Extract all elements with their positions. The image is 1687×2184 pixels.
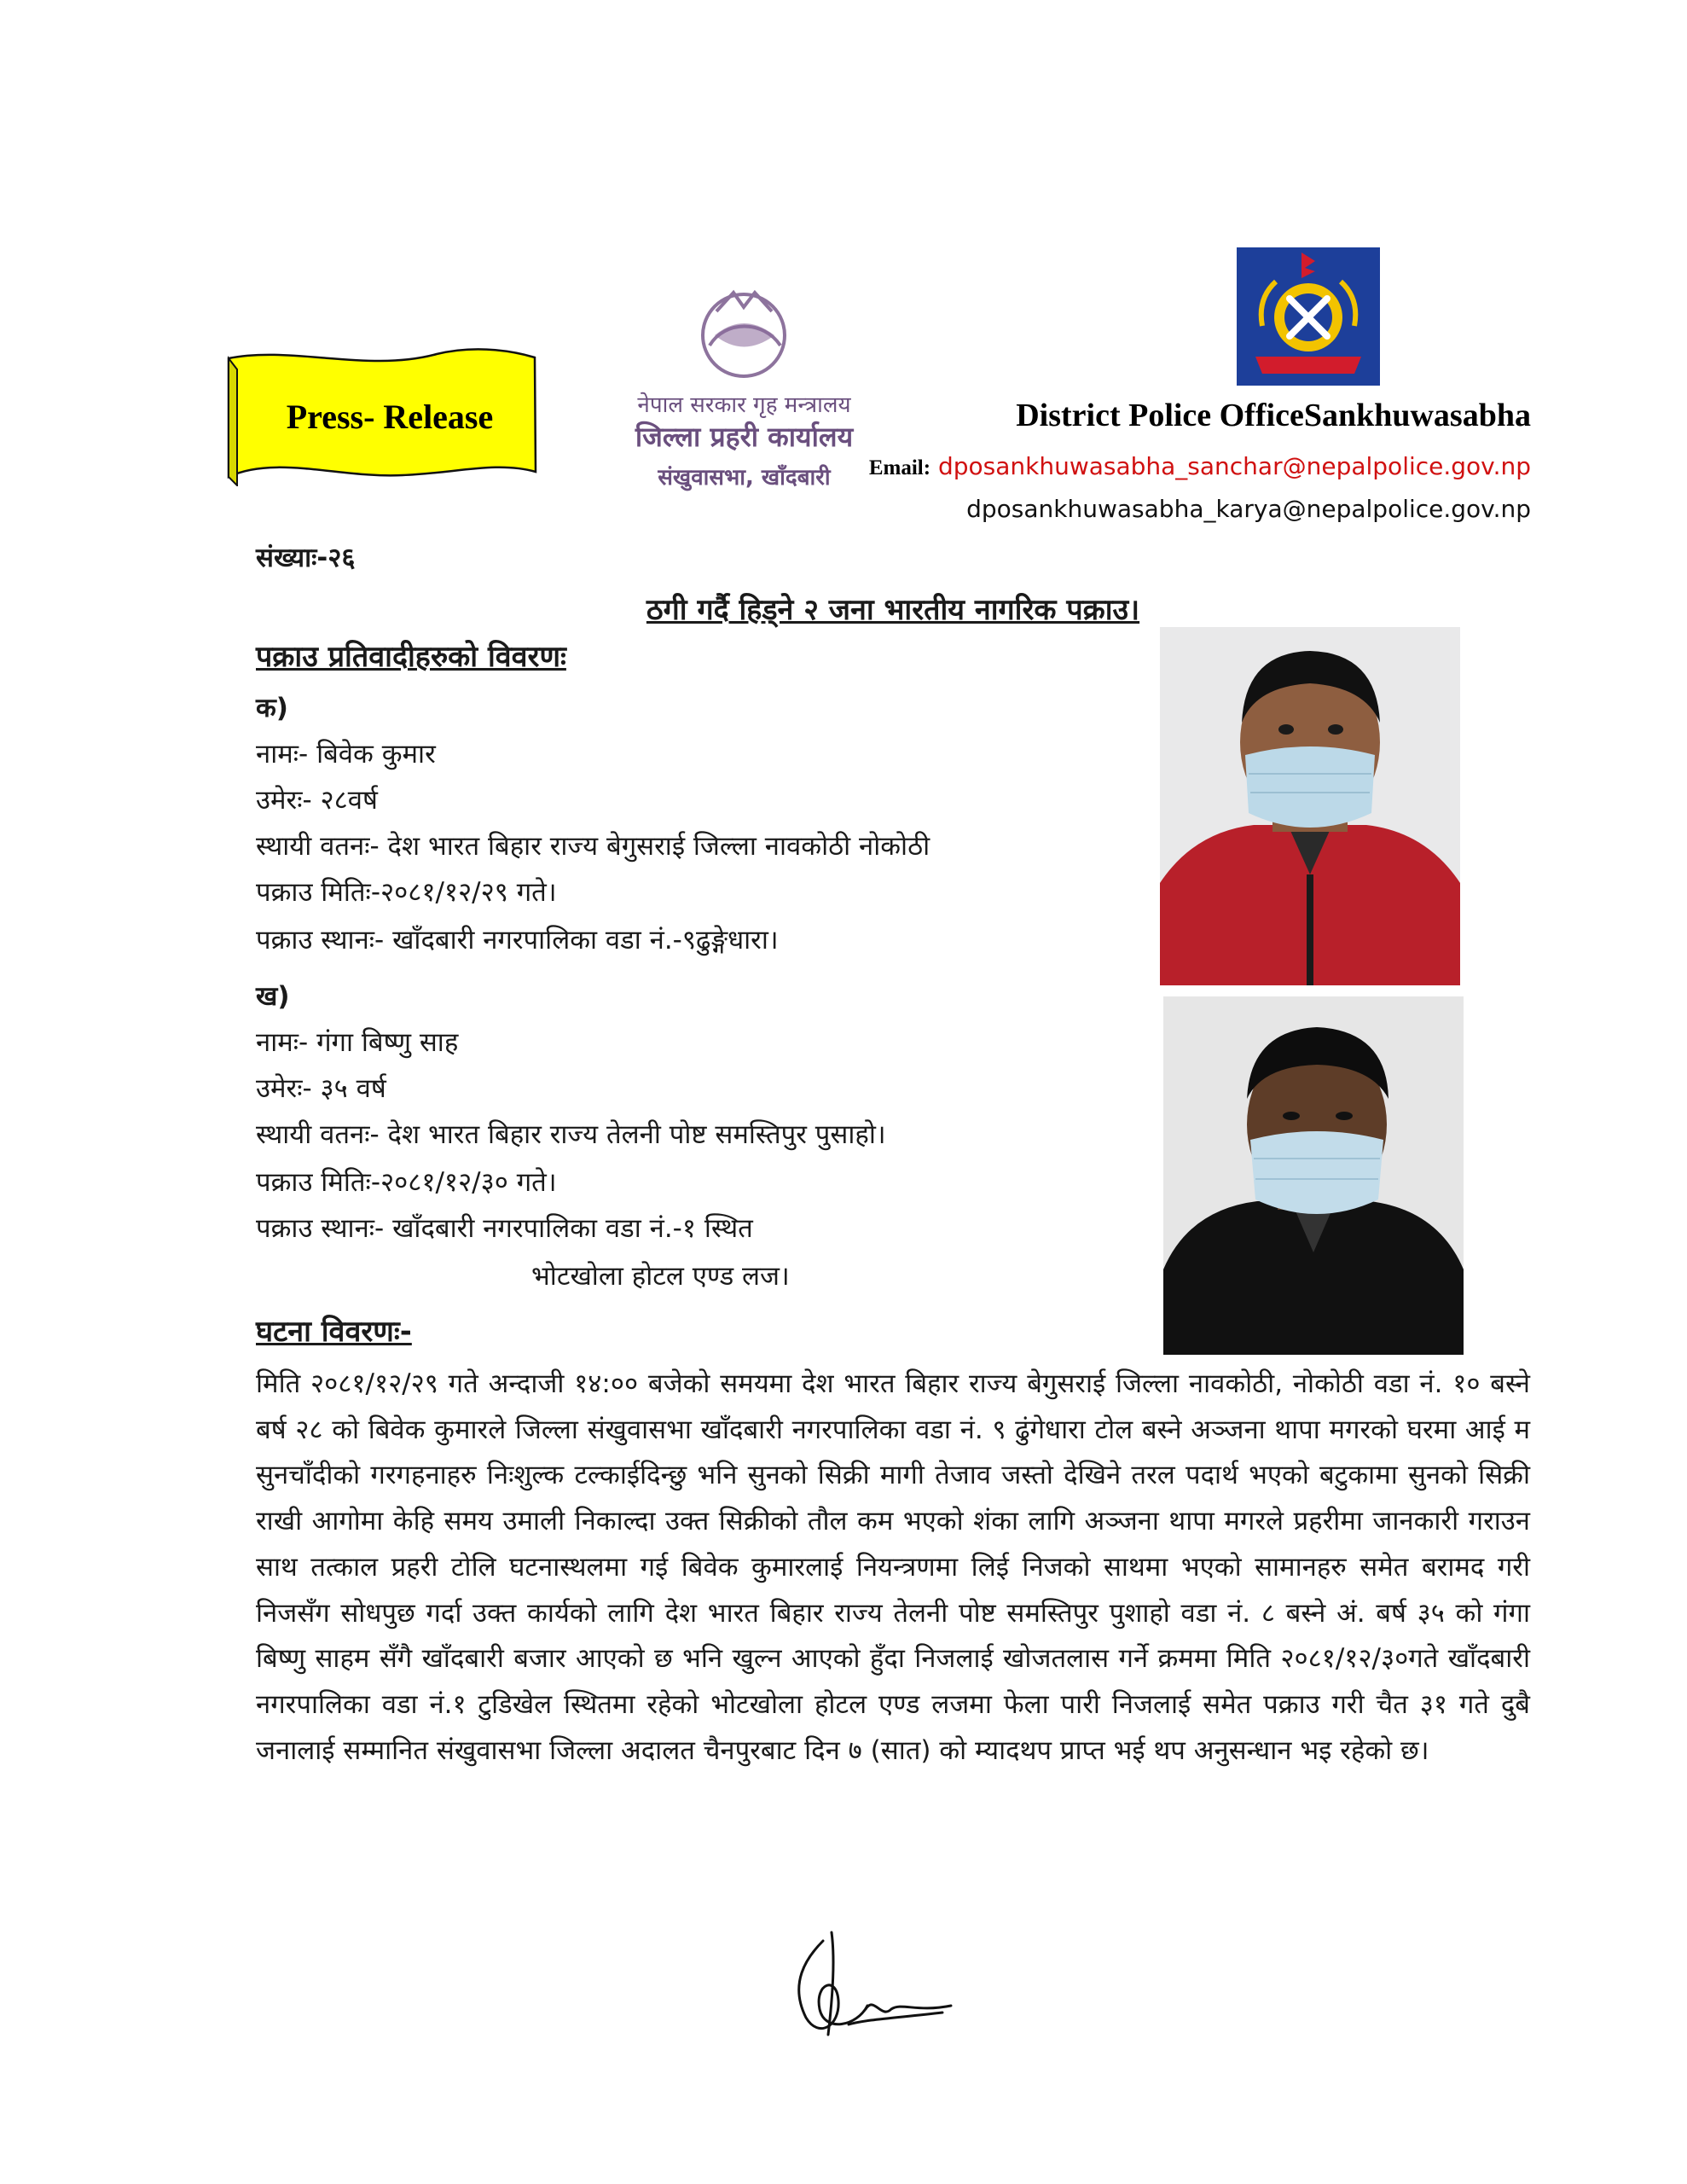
accused-2-address: स्थायी वतनः- देश भारत बिहार राज्य तेलनी पोष्ट समस्तिपुर पुसाहो। bbox=[256, 1119, 886, 1150]
accused-2-age: उमेरः- ३५ वर्ष bbox=[256, 1073, 386, 1104]
email-primary-link[interactable]: dposankhuwasabha_sanchar@nepalpolice.gov.np bbox=[937, 452, 1531, 480]
signature bbox=[772, 1924, 959, 2052]
seal-line-3: संखुवासभा, खाँदबारी bbox=[658, 465, 831, 491]
accused-2-arrest-date: पक्राउ मितिः-२०८१/१२/३० गते। bbox=[256, 1167, 557, 1198]
email-secondary-link[interactable]: dposankhuwasabha_karya@nepalpolice.gov.np bbox=[966, 495, 1531, 523]
accused-2-photo bbox=[1163, 996, 1464, 1355]
press-release-label: Press- Release bbox=[286, 398, 494, 436]
accused-1-arrest-date: पक्राउ मितिः-२०८१/१२/२९ गते। bbox=[256, 877, 557, 908]
accused-2-arrest-place-cont: भोटखोला होटल एण्ड लज। bbox=[531, 1261, 790, 1292]
incident-heading: घटना विवरणः- bbox=[256, 1315, 412, 1349]
seal-line-1: नेपाल सरकार गृह मन्त्रालय bbox=[637, 392, 851, 418]
accused-2-arrest-place: पक्राउ स्थानः- खाँदबारी नगरपालिका वडा नं.-१ स्थित bbox=[256, 1213, 753, 1244]
office-name: District Police OfficeSankhuwasabha bbox=[1016, 398, 1531, 433]
accused-2-name: नामः- गंगा बिष्णु साह bbox=[256, 1027, 459, 1058]
nepal-police-emblem-icon bbox=[1237, 247, 1380, 386]
headline: ठगी गर्दै हिड्ने २ जना भारतीय नागरिक पक्राउ। bbox=[646, 593, 1140, 627]
email-line bbox=[836, 452, 1531, 480]
seal-line-2: जिल्ला प्रहरी कार्यालय bbox=[635, 421, 854, 453]
accused-heading: पक्राउ प्रतिवादीहरुको विवरणः bbox=[256, 640, 566, 674]
press-release-banner bbox=[223, 346, 541, 486]
accused-1-address: स्थायी वतनः- देश भारत बिहार राज्य बेगुसराई जिल्ला नावकोठी नोकोठी bbox=[256, 831, 930, 862]
accused-1-label: क) bbox=[256, 693, 288, 723]
accused-1-name: नामः- बिवेक कुमार bbox=[256, 739, 436, 770]
accused-1-age: उमेरः- २८वर्ष bbox=[256, 785, 378, 816]
incident-narrative: मिति २०८१/१२/२९ गते अन्दाजी १४:०० बजेको समयमा देश भारत बिहार राज्य बेगुसराई जिल्ला नावकोठी, नोकोठी वडा नं. १० बस्ने बर्ष २८ को बिवेक कुमारले जिल्ला संखुवासभा खाँदबारी नगरपालिका वडा नं. ९ ढुंगेधारा टोल बस्ने अञ्जना थापा मगरको घरमा आई म सुनचाँदीको गरगहनाहरु निःशुल्क टल्काईदिन्छु भनि सुनको सिक्री मागी तेजाव जस्तो देखिने तरल पदार्थ भएको बटुकामा सुनको सिक्री राखी आगोमा केहि समय उमाली निकाल्दा उक्त सिक्रीको तौल कम भएको शंका लागि अञ्जना थापा मगरले प्रहरीमा जानकारी गराउन साथ तत्काल प्रहरी टोलि घटनास्थलमा गई बिवेक कुमारलाई नियन्त्रणमा लिई निजको साथमा भएको सामानहरु समेत बरामद गरी निजसँग सोधपुछ गर्दा उक्त कार्यको लागि देश भारत बिहार राज्य तेलनी पोष्ट समस्तिपुर पुशाहो वडा नं. ८ बस्ने अं. बर्ष ३५ को गंगा बिष्णु साहम सँगै खाँदबारी बजार आएको छ भनि खुल्न आएको हुँदा निजलाई खोजतलास गर्ने क्रममा मिति २०८१/१२/३०गते खाँदबारी नगरपालिका वडा नं.१ टुडिखेल स्थितमा रहेको भोटखोला होटल एण्ड लजमा फेला पारी निजलाई समेत पक्राउ गरी चैत ३१ गते दुबै जनालाई सम्मानित संखुवासभा जिल्ला अदालत चैनपुरबाट दिन ७ (सात) को म्यादथप प्राप्त भई थप अनुसन्धान भइ रहेको छ। bbox=[256, 1368, 1530, 1766]
accused-1-photo bbox=[1160, 627, 1460, 985]
reference-number: संख्याः-२६ bbox=[256, 543, 356, 573]
accused-1-arrest-place: पक्राउ स्थानः- खाँदबारी नगरपालिका वडा नं.-९ढुङ्गेधारा। bbox=[256, 925, 779, 956]
accused-2-label: ख) bbox=[256, 981, 290, 1012]
email-label: Email: bbox=[868, 456, 931, 479]
